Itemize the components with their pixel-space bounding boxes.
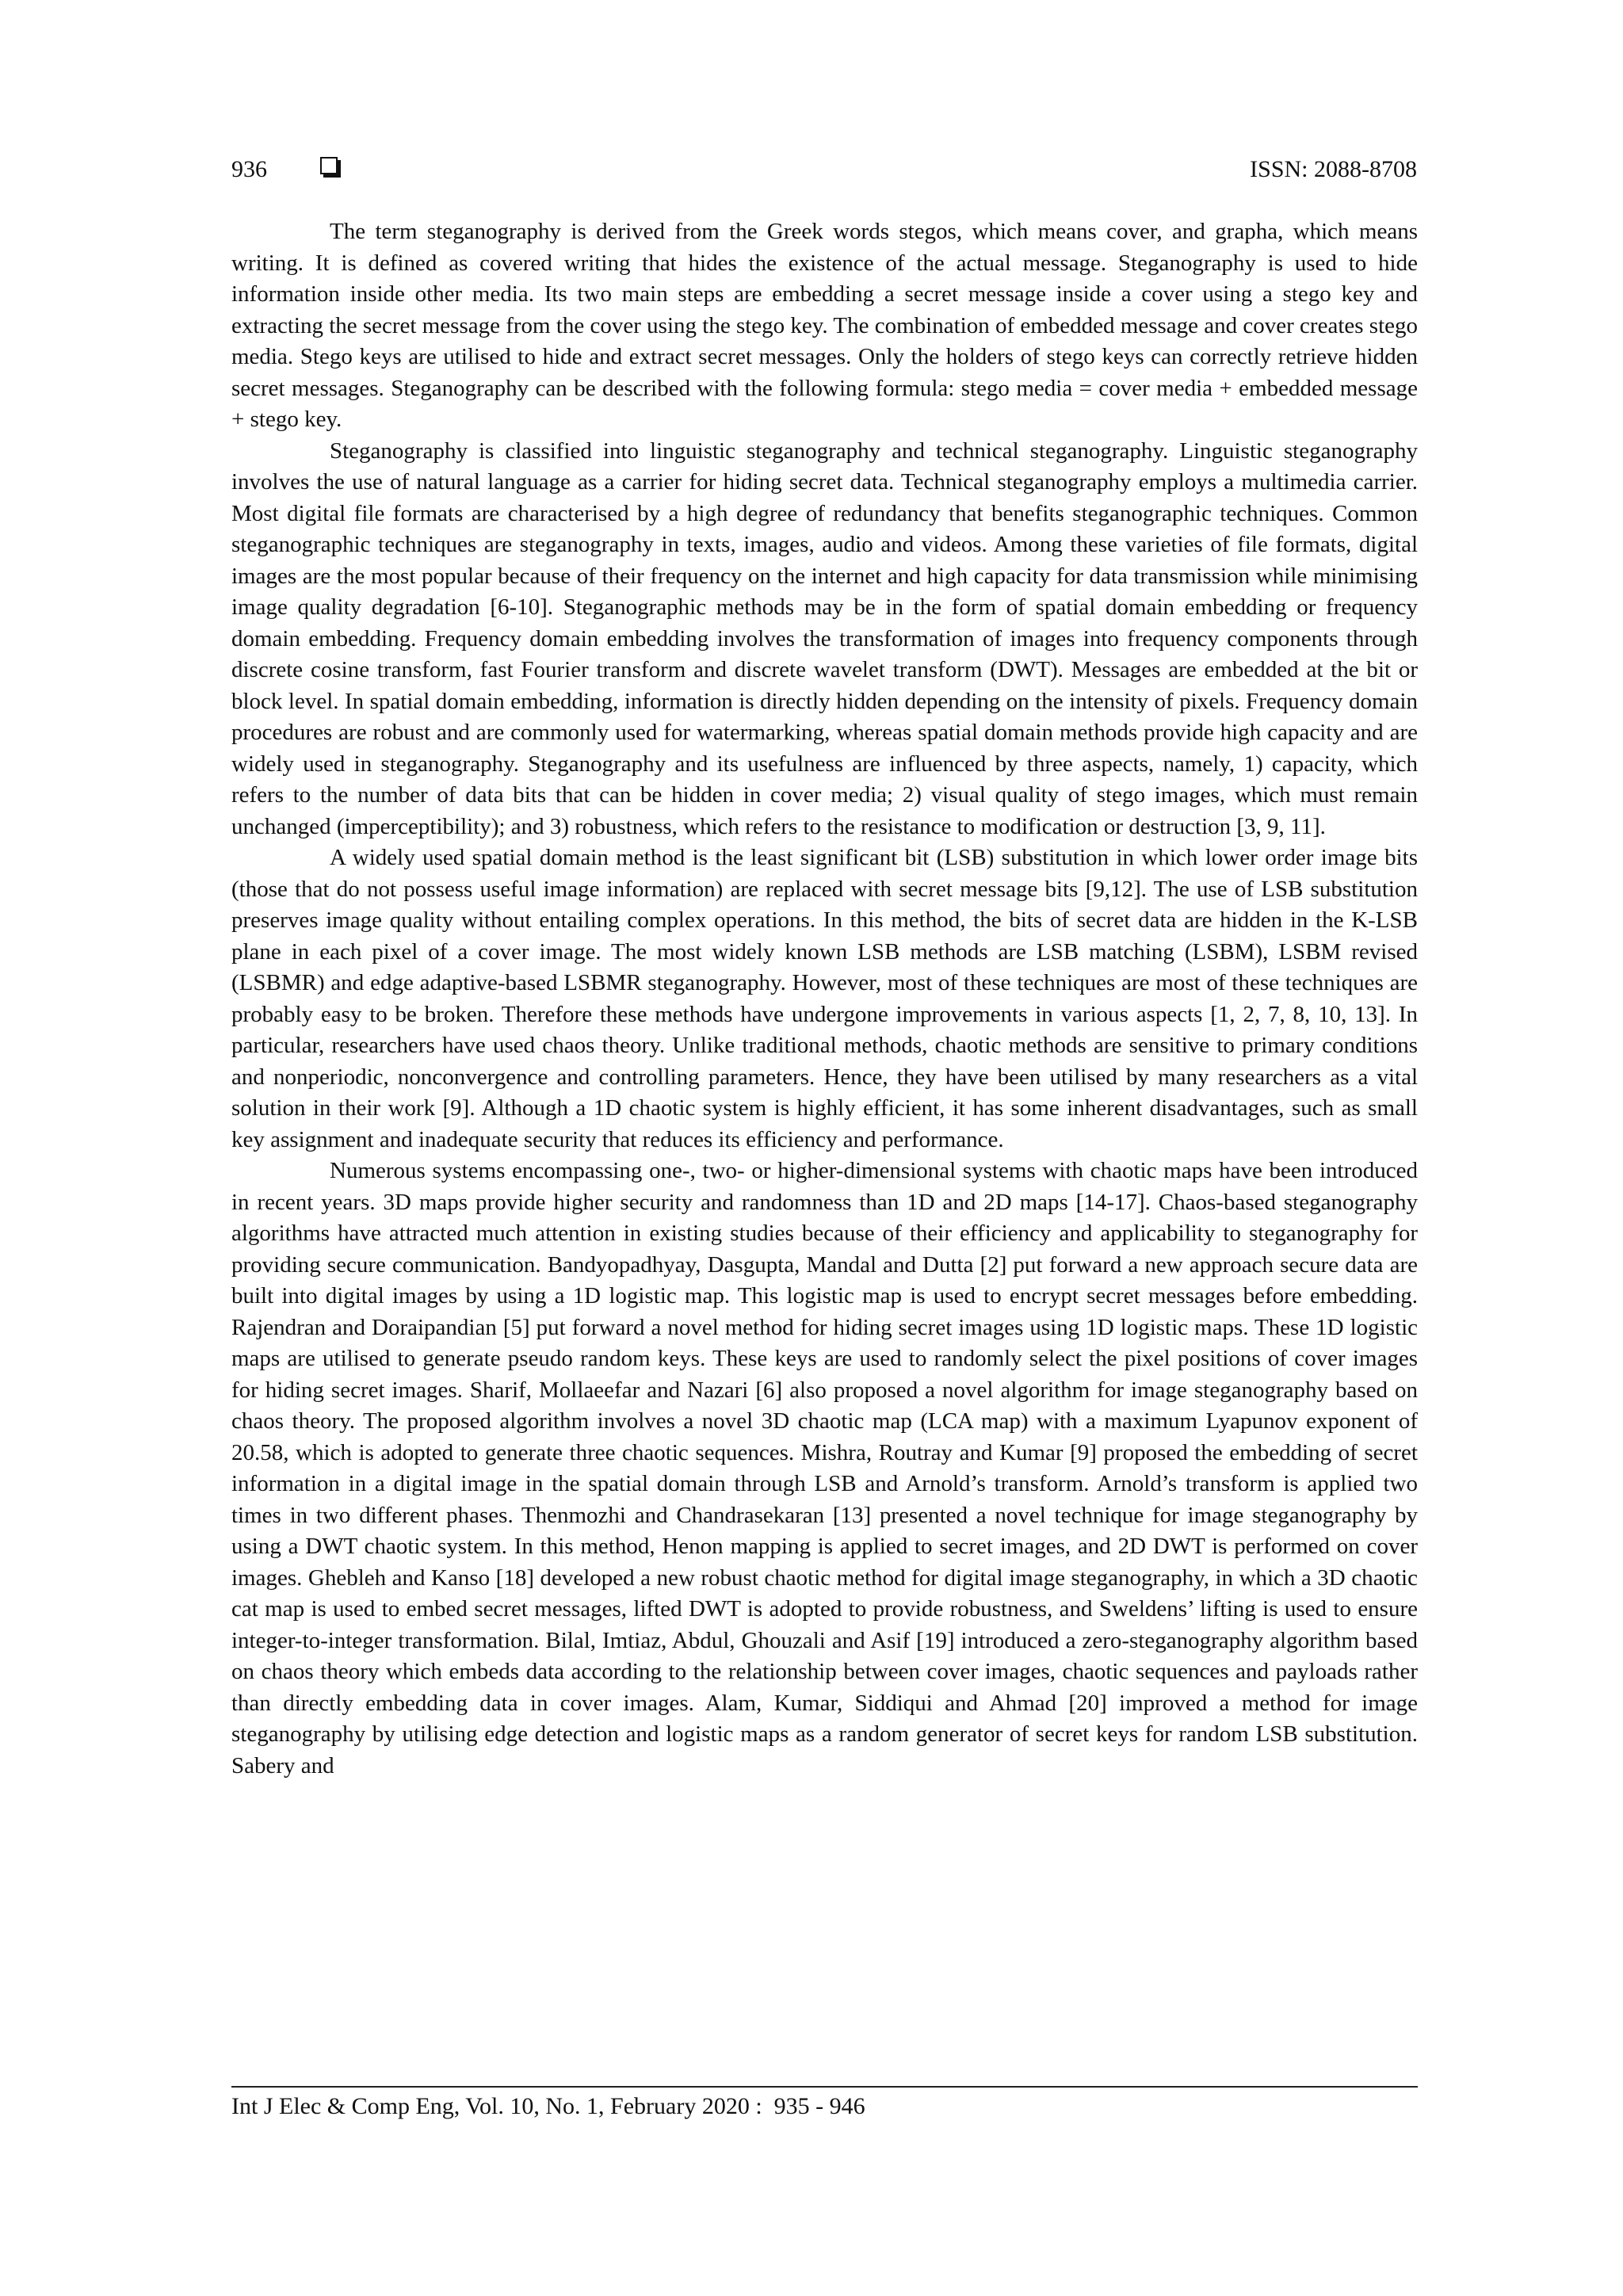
paragraph-steganography-classification: Steganography is classified into linguistic steganography and technical steganography. Linguistic steganography involves the use of natural language as a carrier for hiding secret data. Technical steganography employs a multimedia carrier. Most digital file formats are characterised by a high degree of redundancy that benefits steganographic techniques. Common steganographic techniques are steganography in texts, images, audio and videos. Among these varieties of file formats, digital images are the most popular because of their frequency on the internet and high capacity for data transmission while minimising image quality degradation [6-10]. Steganographic methods may be in the form of spatial domain embedding or frequency domain embedding. Frequency domain embedding involves the transformation of images into frequency components through discrete cosine transform, fast Fourier transform and discrete wavelet transform (DWT). Messages are embedded at the bit or block level. In spatial domain embedding, information is directly hidden depending on the intensity of pixels. Frequency domain procedures are robust and are commonly used for watermarking, whereas spatial domain methods provide high capacity and are widely used in steganography. Steganography and its usefulness are influenced by three aspects, namely, 1) capacity, which refers to the number of data bits that can be hidden in cover media; 2) visual quality of stego images, which must remain unchanged (imperceptibility); and 3) robustness, which refers to the resistance to modification or destruction [3, 9, 11].	[231, 437, 1418, 839]
page-number: 936	[231, 156, 267, 182]
issn-label: ISSN: 2088-8708	[1250, 156, 1417, 182]
paragraph-steganography-definition: The term steganography is derived from the Greek words stegos, which means cover, and grapha, which means writing. It is defined as covered writing that hides the existence of the actual message. Steganography is used to hide information inside other media. Its two main steps are embedding a secret message inside a cover using a stego key and extracting the secret message from the cover using the stego key. The combination of embedded message and cover creates stego media. Stego keys are utilised to hide and extract secret messages. Only the holders of stego keys can correctly retrieve hidden secret messages. Steganography can be described with the following formula: stego media = cover media + embedded message + stego key.	[231, 219, 1418, 432]
paragraph-lsb-substitution: A widely used spatial domain method is the least significant bit (LSB) substitution in which lower order image bits (those that do not possess useful image information) are replaced with secret message bits [9,12]. The use of LSB substitution preserves image quality without entailing complex operations. In this method, the bits of secret data are hidden in the K-LSB plane in each pixel of a cover image. The most widely known LSB methods are LSB matching (LSBM), LSBM revised (LSBMR) and edge adaptive-based LSBMR steganography. However, most of these techniques are most of these techniques are probably easy to be broken. Therefore these methods have undergone improvements in various aspects [1, 2, 7, 8, 10, 13]. In particular, researchers have used chaos theory. Unlike traditional methods, chaotic methods are sensitive to primary conditions and nonperiodic, nonconvergence and controlling parameters. Hence, they have been utilised by many researchers as a vital solution in their work [9]. Although a 1D chaotic system is highly efficient, it has some inherent disadvantages, such as small key assignment and inadequate security that reduces its efficiency and performance.	[231, 845, 1418, 1152]
page-header	[231, 151, 1417, 189]
footer-divider	[231, 2086, 1418, 2088]
square-bullet-icon	[320, 157, 338, 174]
paragraph-chaotic-systems: Numerous systems encompassing one-, two- or higher-dimensional systems with chaotic maps have been introduced in recent years. 3D maps provide higher security and randomness than 1D and 2D maps [14-17]. Chaos-based steganography algorithms have attracted much attention in existing studies because of their efficiency and applicability to steganography for providing secure communication. Bandyopadhyay, Dasgupta, Mandal and Dutta [2] put forward a new approach secure data are built into digital images by using a 1D logistic map. This logistic map is used to encrypt secret messages before embedding. Rajendran and Doraipandian [5] put forward a novel method for hiding secret images using 1D logistic maps. These 1D logistic maps are utilised to generate pseudo random keys. These keys are used to randomly select the pixel positions of cover images for hiding secret images. Sharif, Mollaeefar and Nazari [6] also proposed a novel algorithm for image steganography based on chaos theory. The proposed algorithm involves a novel 3D chaotic map (LCA map) with a maximum Lyapunov exponent of 20.58, which is adopted to generate three chaotic sequences. Mishra, Routray and Kumar [9] proposed the embedding of secret information in a digital image in the spatial domain through LSB and Arnold’s transform. Arnold’s transform is applied two times in two different phases. Thenmozhi and Chandrasekaran [13] presented a novel technique for image steganography by using a DWT chaotic system. In this method, Henon mapping is applied to secret images, and 2D DWT is performed on cover images. Ghebleh and Kanso [18] developed a new robust chaotic method for digital image steganography, in which a 3D chaotic cat map is used to embed secret messages, lifted DWT is adopted to provide robustness, and Sweldens’ lifting is used to ensure integer-to-integer transformation. Bilal, Imtiaz, Abdul, Ghouzali and Asif [19] introduced a zero-steganography algorithm based on chaos theory which embeds data according to the relationship between cover images, chaotic sequences and payloads rather than directly embedding data in cover images. Alam, Kumar, Siddiqui and Ahmad [20] improved a method for image steganography by utilising edge detection and logistic maps as a random generator of secret keys for random LSB substitution. Sabery and	[231, 1158, 1418, 1778]
body-text	[231, 216, 1418, 1782]
footer-citation: Int J Elec & Comp Eng, Vol. 10, No. 1, February 2020 : 935 - 946	[231, 2093, 865, 2119]
